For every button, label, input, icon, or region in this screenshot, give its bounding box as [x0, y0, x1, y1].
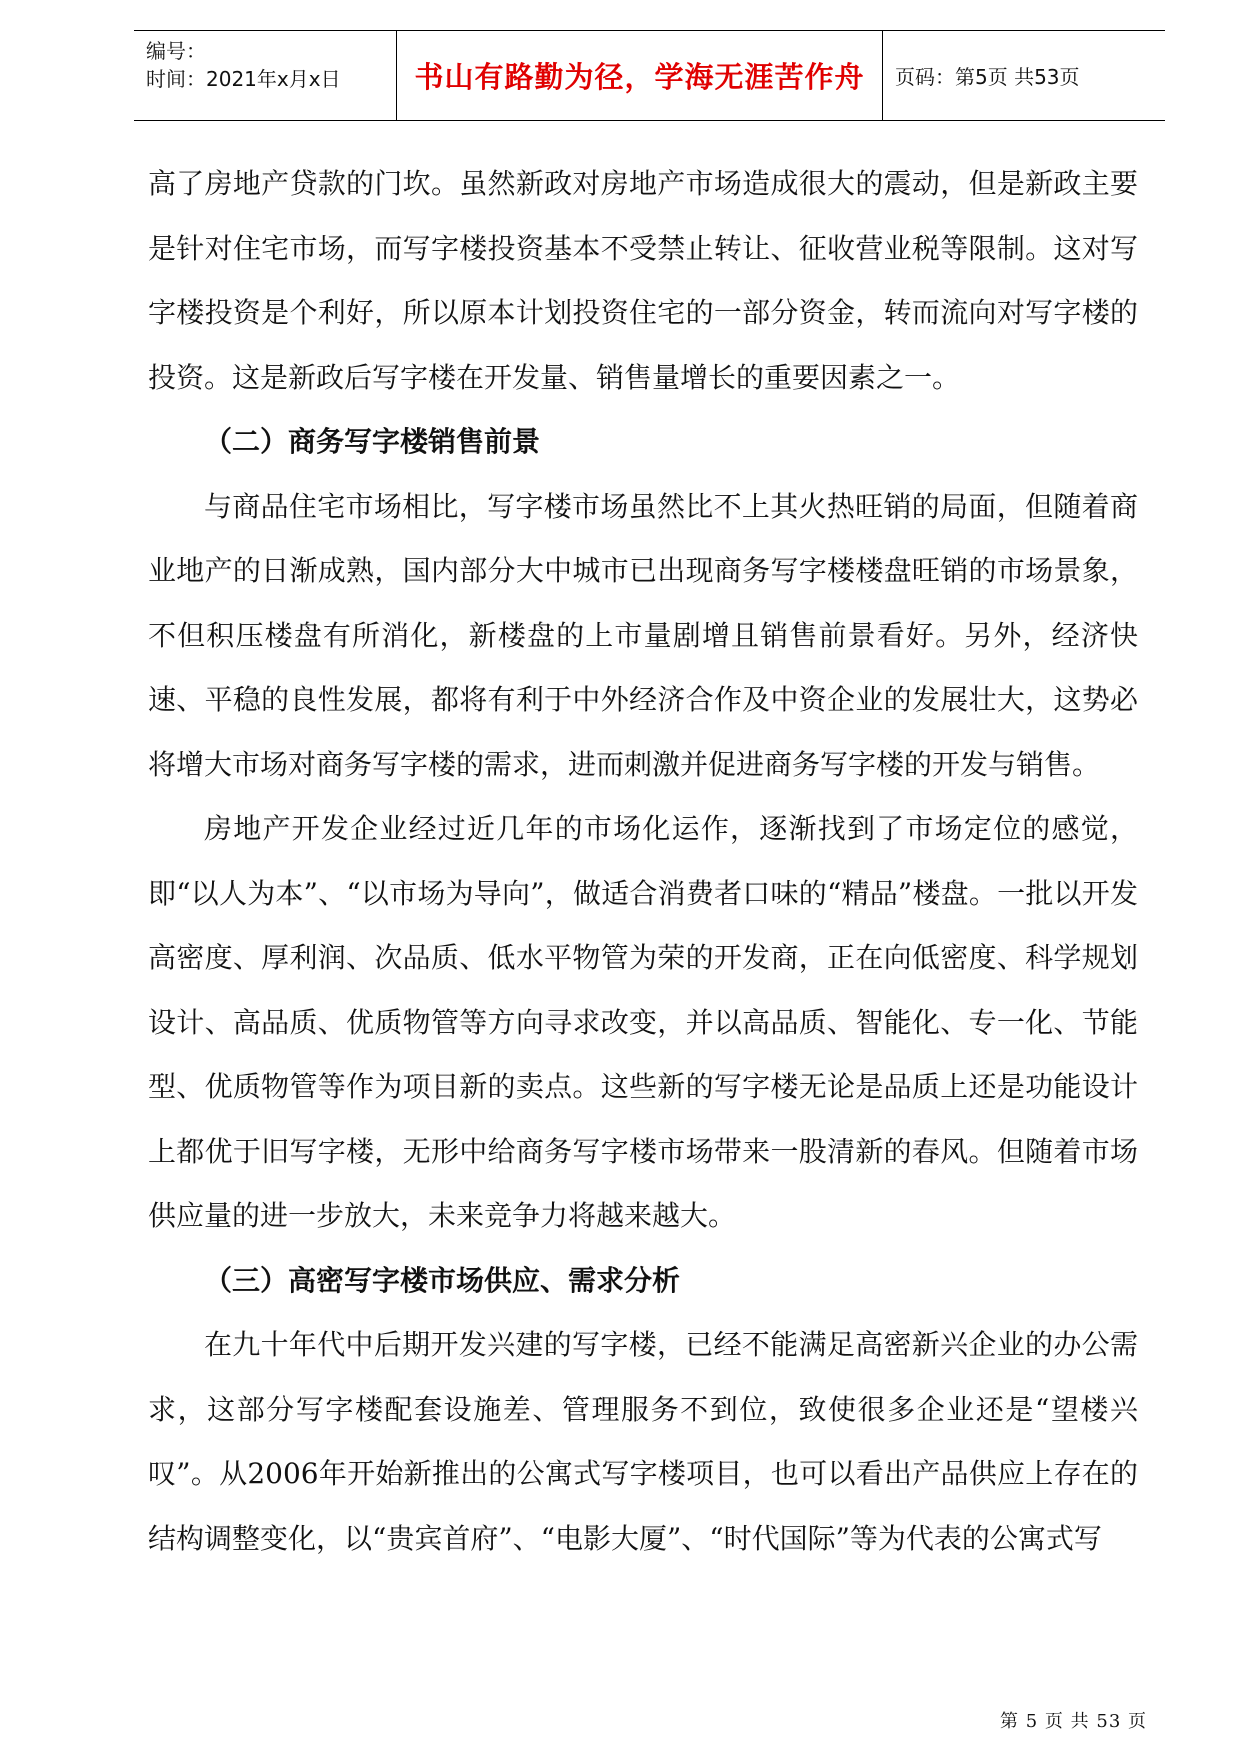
- paragraph-1: 高了房地产贷款的门坎。虽然新政对房地产市场造成很大的震动，但是新政主要是针对住宅市场，而写字楼投资基本不受禁止转让、征收营业税等限制。这对写字楼投资是个利好，所以原本计划投资住宅的一部分资金，转而流向对写字楼的投资。这是新政后写字楼在开发量、销售量增长的重要因素之一。: [148, 167, 1138, 394]
- paragraph-4: 在九十年代中后期开发兴建的写字楼，已经不能满足高密新兴企业的办公需求，这部分写字楼配套设施差、管理服务不到位，致使很多企业还是“望楼兴叹”。从2006年开始新推出的公寓式写字楼项目，也可以看出产品供应上存在的结构调整变化，以“贵宾首府”、“电影大厦”、“时代国际”等为代表的公寓式写: [148, 1328, 1138, 1555]
- header-motto: 书山有路勤为径，学海无涯苦作舟: [397, 31, 883, 120]
- header-meta: [134, 31, 397, 120]
- paragraph-3: 房地产开发企业经过近几年的市场化运作，逐渐找到了市场定位的感觉，即“以人为本”、“以市场为导向”，做适合消费者口味的“精品”楼盘。一批以开发高密度、厚利润、次品质、低水平物管为荣的开发商，正在向低密度、科学规划设计、高品质、优质物管等方向寻求改变，并以高品质、智能化、专一化、节能型、优质物管等作为项目新的卖点。这些新的写字楼无论是品质上还是功能设计上都优于旧写字楼，无形中给商务写字楼市场带来一股清新的春风。但随着市场供应量的进一步放大，未来竞争力将越来越大。: [148, 812, 1138, 1232]
- header-page-label: 页码：第5页 共53页: [895, 65, 1080, 89]
- section-heading-2: （二）商务写字楼销售前景: [204, 425, 541, 458]
- document-body: [148, 152, 1138, 1571]
- serial-label: 编号：: [146, 39, 206, 63]
- page-header: [134, 30, 1165, 121]
- paragraph-2: 与商品住宅市场相比，写字楼市场虽然比不上其火热旺销的局面，但随着商业地产的日渐成熟，国内部分大中城市已出现商务写字楼楼盘旺销的市场景象，不但积压楼盘有所消化，新楼盘的上市量剧增且销售前景看好。另外，经济快速、平稳的良性发展，都将有利于中外经济合作及中资企业的发展壮大，这势必将增大市场对商务写字楼的需求，进而刺激并促进商务写字楼的开发与销售。: [148, 489, 1138, 781]
- page-footer: 第 5 页 共 53 页: [1000, 1711, 1147, 1732]
- date-label: 时间：2021年x月x日: [146, 67, 341, 91]
- section-heading-3: （三）高密写字楼市场供应、需求分析: [204, 1263, 681, 1297]
